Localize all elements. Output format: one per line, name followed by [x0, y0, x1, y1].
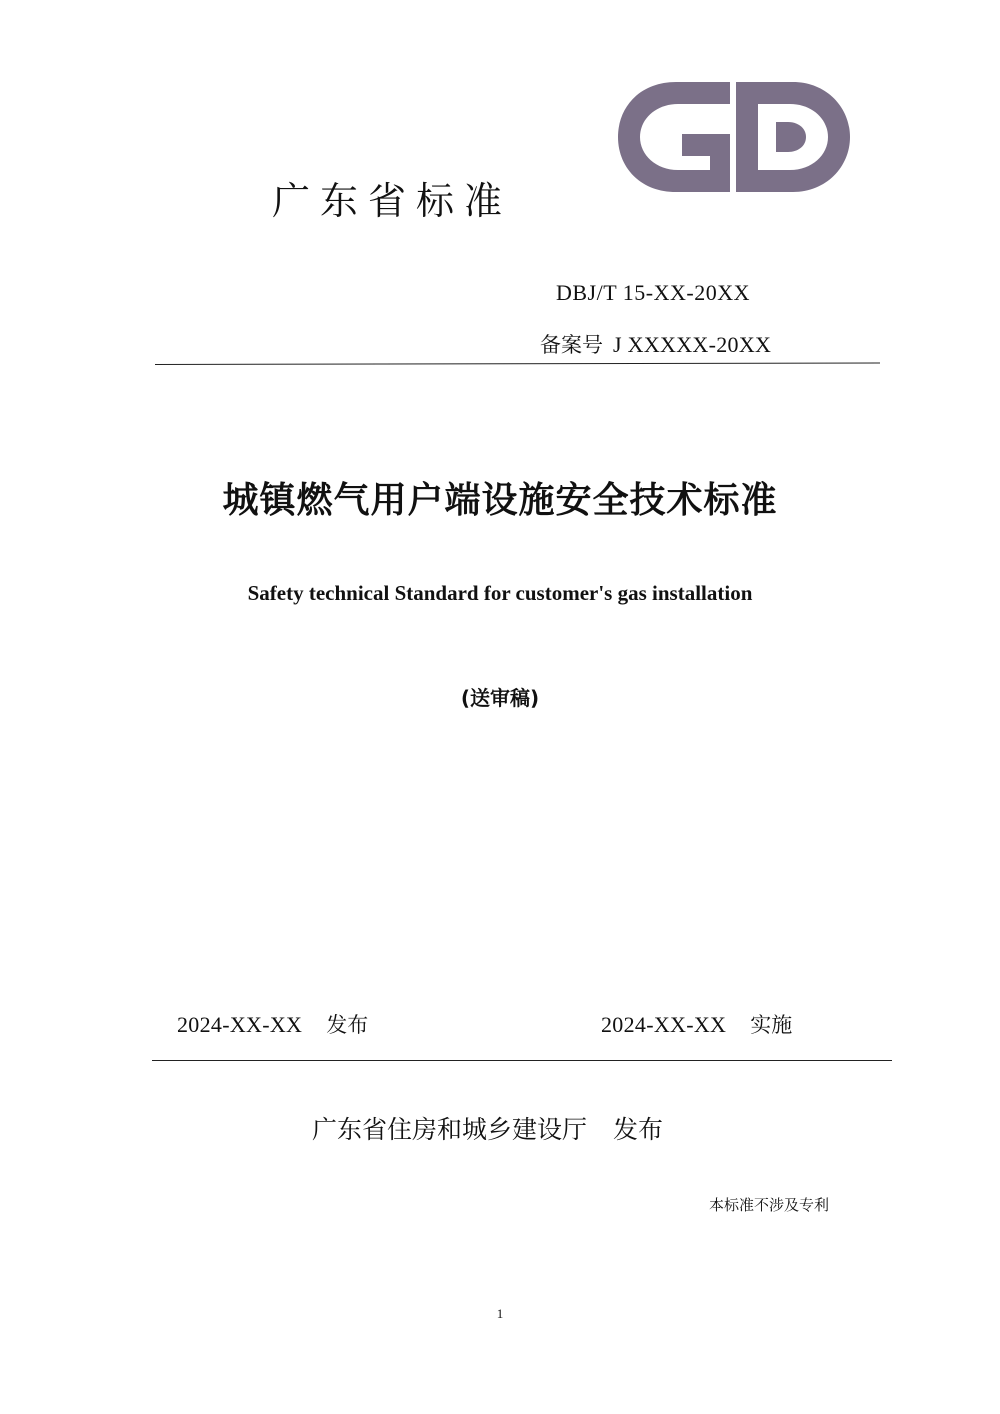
top-divider	[155, 362, 880, 365]
draft-status-label: (送审稿)	[460, 686, 540, 710]
province-standard-title: 广东省标准	[272, 179, 513, 223]
effective-label: 实施	[750, 1013, 793, 1037]
patent-note: 本标准不涉及专利	[709, 1196, 830, 1214]
gd-logo-g-shape	[618, 82, 730, 192]
publish-date-line	[177, 1010, 368, 1040]
standard-code: DBJ/T 15-XX-20XX	[556, 280, 750, 305]
publish-label: 发布	[326, 1013, 369, 1037]
record-number	[540, 331, 771, 359]
record-number-label: 备案号	[540, 333, 603, 357]
issuing-authority	[312, 1112, 663, 1148]
issuer-name: 广东省住房和城乡建设厅	[312, 1115, 588, 1144]
issuer-label: 发布	[613, 1115, 664, 1144]
gd-logo	[618, 82, 850, 192]
effective-date: 2024-XX-XX	[601, 1012, 727, 1037]
document-title-english: Safety technical Standard for customer's gas installation	[247, 581, 753, 605]
page-number: 1	[496, 1306, 504, 1321]
effective-date-line	[601, 1010, 792, 1040]
publish-date: 2024-XX-XX	[177, 1012, 303, 1037]
record-number-value: J XXXXX-20XX	[613, 332, 772, 357]
bottom-divider	[152, 1060, 892, 1061]
document-title-chinese: 城镇燃气用户端设施安全技术标准	[222, 480, 778, 521]
